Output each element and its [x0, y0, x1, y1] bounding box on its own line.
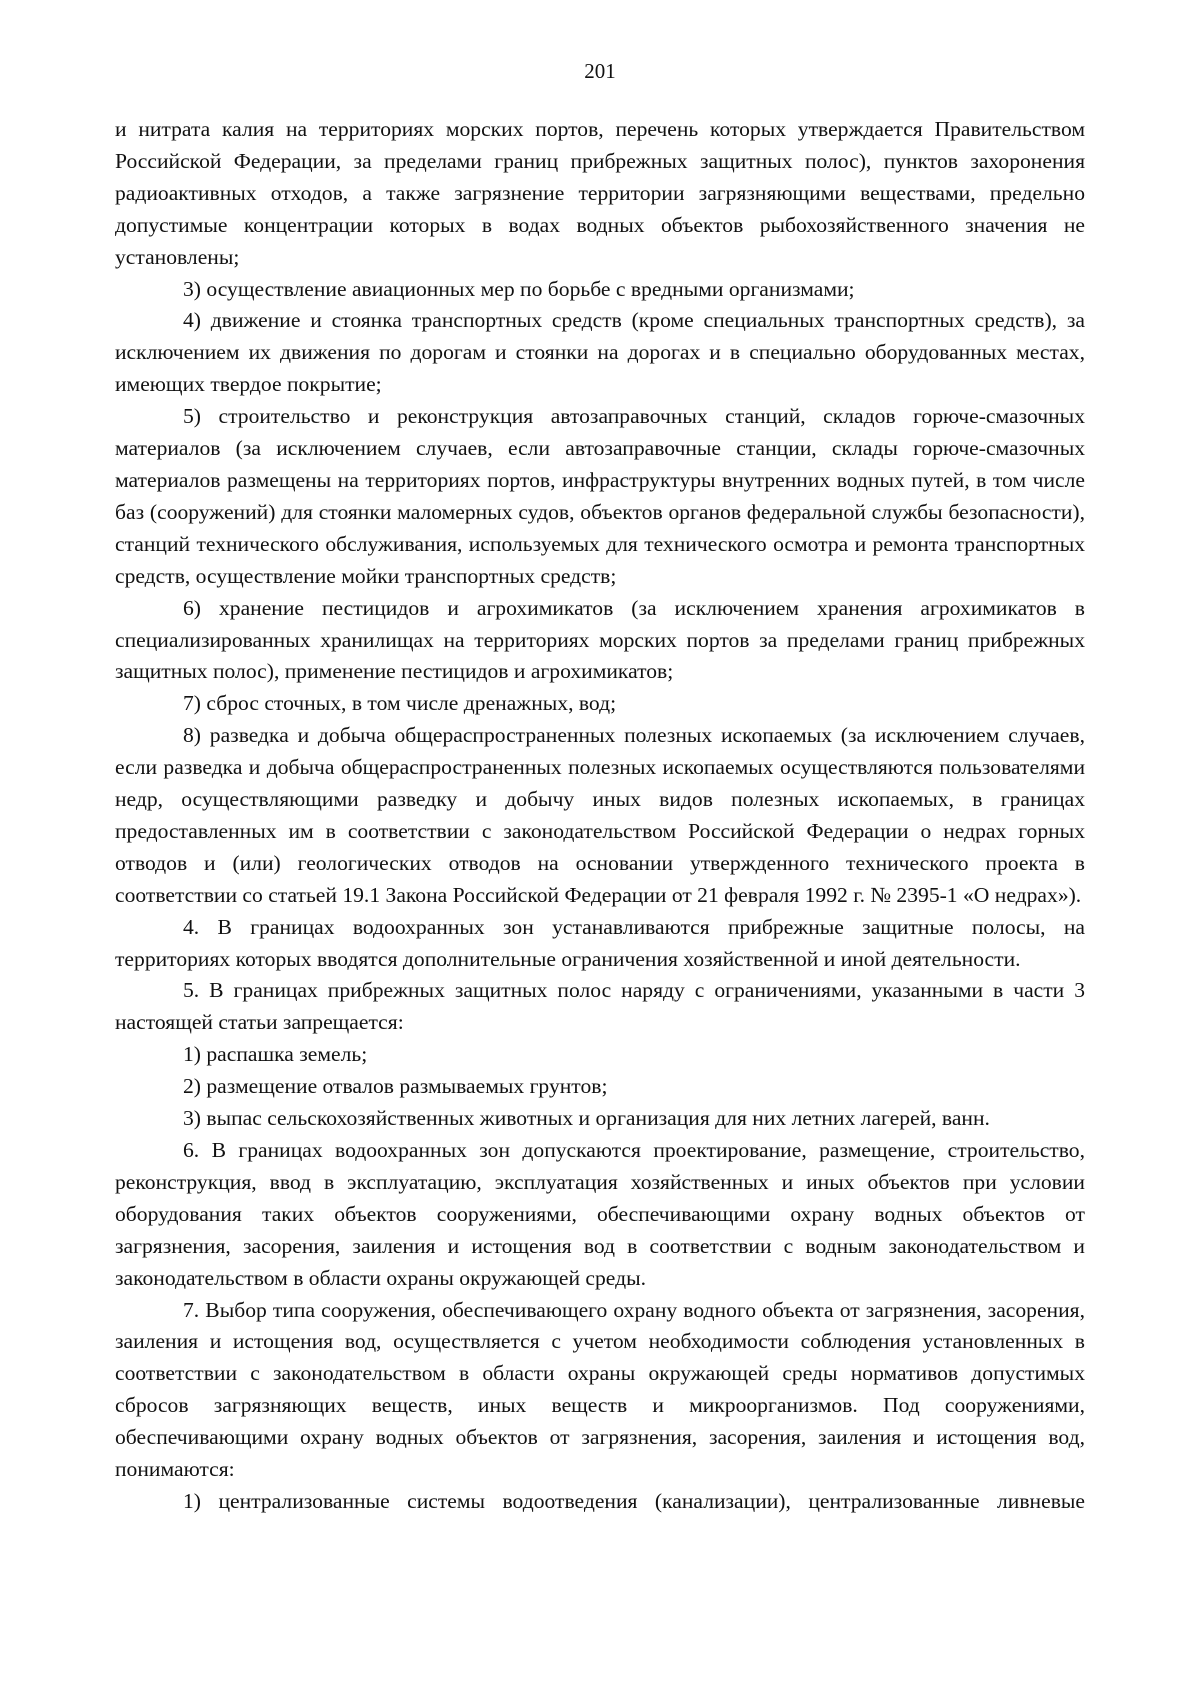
page-number: 201	[584, 59, 616, 83]
paragraph: 1) централизованные системы водоотведения (канализации), централизованные ливневые	[183, 1488, 1085, 1513]
paragraph: 4. В границах водоохранных зон устанавливаются прибрежные защитные полосы, на территориях которых вводятся дополнительные ограничения хозяйственной и иной деятельности.	[115, 914, 1085, 971]
paragraph: 7) сброс сточных, в том числе дренажных, вод;	[183, 691, 617, 716]
paragraph: и нитрата калия на территориях морских портов, перечень которых утверждается Правительством Российской Федерации, за пределами границ прибрежных защитных полос), пунктов захоронения радиоактивных отходов, а также загрязнение территории загрязняющими веществами, предельно допустимые концентрации которых в водах водных объектов рыбохозяйственного значения не установлены;	[115, 117, 1085, 269]
paragraph: 5. В границах прибрежных защитных полос наряду с ограничениями, указанными в части 3 настоящей статьи запрещается:	[115, 978, 1085, 1035]
paragraph: 6. В границах водоохранных зон допускаются проектирование, размещение, строительство, реконструкция, ввод в эксплуатацию, эксплуатация хозяйственных и иных объектов при условии оборудования таких объектов сооружениями, обеспечивающими охрану водных объектов от загрязнения, засорения, заиления и истощения вод в соответствии с водным законодательством и законодательством в области охраны окружающей среды.	[115, 1138, 1085, 1290]
document-body	[115, 114, 1085, 1518]
paragraph: 6) хранение пестицидов и агрохимикатов (за исключением хранения агрохимикатов в специализированных хранилищах на территориях морских портов за пределами границ прибрежных защитных полос), применение пестицидов и агрохимикатов;	[115, 595, 1085, 684]
paragraph: 5) строительство и реконструкция автозаправочных станций, складов горюче-смазочных материалов (за исключением случаев, если автозаправочные станции, склады горюче-смазочных материалов размещены на территориях портов, инфраструктуры внутренних водных путей, в том числе баз (сооружений) для стоянки маломерных судов, объектов органов федеральной службы безопасности), станций технического обслуживания, используемых для технического осмотра и ремонта транспортных средств, осуществление мойки транспортных средств;	[115, 404, 1085, 588]
paragraph: 2) размещение отвалов размываемых грунтов;	[183, 1074, 608, 1099]
paragraph: 7. Выбор типа сооружения, обеспечивающего охрану водного объекта от загрязнения, засорения, заиления и истощения вод, осуществляется с учетом необходимости соблюдения установленных в соответствии с законодательством в области охраны окружающей среды нормативов допустимых сбросов загрязняющих веществ, иных веществ и микроорганизмов. Под сооружениями, обеспечивающими охрану водных объектов от загрязнения, засорения, заиления и истощения вод, понимаются:	[115, 1297, 1085, 1482]
paragraph: 3) выпас сельскохозяйственных животных и организация для них летних лагерей, ванн.	[183, 1106, 990, 1131]
paragraph: 8) разведка и добыча общераспространенных полезных ископаемых (за исключением случаев, если разведка и добыча общераспространенных полезных ископаемых осуществляются пользователями недр, осуществляющими разведку и добычу иных видов полезных ископаемых, в границах предоставленных им в соответствии с законодательством Российской Федерации о недрах горных отводов и (или) геологических отводов на основании утвержденного технического проекта в соответствии со статьей 19.1 Закона Российской Федерации от 21 февраля 1992 г. № 2395-1 «О недрах»).	[115, 723, 1085, 907]
paragraph: 1) распашка земель;	[183, 1042, 368, 1067]
paragraph: 3) осуществление авиационных мер по борьбе с вредными организмами;	[183, 276, 855, 301]
paragraph: 4) движение и стоянка транспортных средств (кроме специальных транспортных средств), за исключением их движения по дорогам и стоянки на дорогах и в специально оборудованных местах, имеющих твердое покрытие;	[115, 308, 1085, 397]
